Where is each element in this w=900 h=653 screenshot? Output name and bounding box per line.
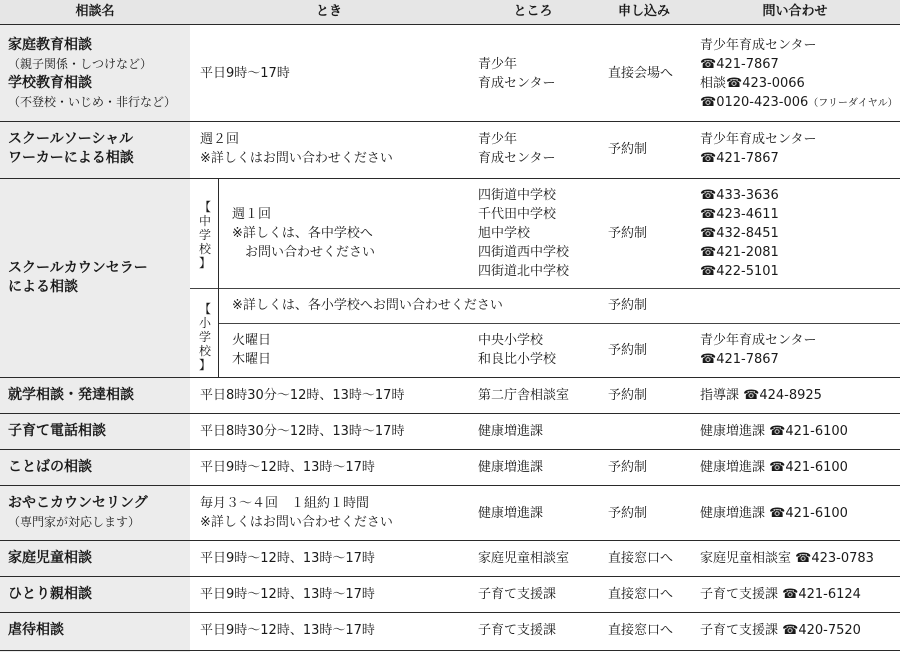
apply-cell: 予約制 [608,388,648,403]
apply-cell: 予約制 [608,298,648,313]
divider [0,449,900,450]
apply-cell: 予約制 [608,343,648,358]
divider [0,178,900,179]
contact-cell: 健康増進課 ☎421-6100 [700,424,848,439]
divider [0,612,900,613]
where-cell: 第二庁舎相談室 [478,388,570,403]
row-name-phone-consult: 子育て電話相談 [8,423,106,439]
divider [0,24,900,25]
when-cell: 平日8時30分～12時、13時～17時 [200,424,405,439]
where-cell: 子育て支援課 [478,587,557,602]
apply-cell: 予約制 [608,226,648,241]
when-cell: 平日9時～12時、13時～17時 [200,460,375,475]
header-contact: 問い合わせ [690,0,900,24]
junior-high-label: 【 中 学 校 】 [198,200,211,270]
row-name-abuse: 虐待相談 [8,622,64,638]
when-cell: 週２回 ※詳しくはお問い合わせください [200,132,393,166]
when-cell: 平日8時30分～12時、13時～17時 [200,388,405,403]
divider [218,323,900,324]
header-when: とき [190,0,468,24]
divider [0,121,900,122]
divider [0,576,900,577]
row-name-parent-child-counseling: おやこカウンセリング （専門家が対応します） [8,495,148,529]
contact-cell: 青少年育成センター ☎421-7867 相談☎423-0066 ☎0120-423-006（フリーダイヤル） [700,38,898,110]
divider [0,413,900,414]
where-cell: 四街道中学校 千代田中学校 旭中学校 四街道西中学校 四街道北中学校 [478,188,570,279]
contact-cell: 家庭児童相談室 ☎423-0783 [700,551,874,566]
apply-cell: 直接窓口へ [608,623,674,638]
contact-cell: 青少年育成センター ☎421-7867 [700,132,817,166]
row-name-school-counselor: スクールカウンセラー による相談 [8,260,148,295]
divider [0,377,900,378]
where-cell: 子育て支援課 [478,623,557,638]
divider [190,288,900,289]
apply-cell: 直接窓口へ [608,551,674,566]
divider [0,540,900,541]
contact-cell: 健康増進課 ☎421-6100 [700,460,848,475]
contact-cell: ☎433-3636 ☎423-4611 ☎432-8451 ☎421-2081 ☎422-5101 [700,188,779,279]
when-cell: 毎月３～４回 １組約１時間 ※詳しくはお問い合わせください [200,496,393,530]
where-cell: 健康増進課 [478,424,544,439]
contact-cell: 健康増進課 ☎421-6100 [700,506,848,521]
where-cell: 健康増進課 [478,460,544,475]
when-cell: 火曜日 木曜日 [232,333,272,367]
apply-cell: 予約制 [608,142,648,157]
row-name-family-child: 家庭児童相談 [8,550,92,566]
contact-cell: 子育て支援課 ☎420-7520 [700,623,861,638]
contact-cell: 指導課 ☎424-8925 [700,388,822,403]
header-where: ところ [468,0,598,24]
header-apply: 申し込み [598,0,690,24]
row-name-single-parent: ひとり親相談 [8,586,92,602]
when-cell: 平日9時～12時、13時～17時 [200,623,375,638]
elementary-note: ※詳しくは、各小学校へお問い合わせください [232,298,503,313]
when-cell: 平日9時～12時、13時～17時 [200,587,375,602]
when-cell: 平日9時～12時、13時～17時 [200,551,375,566]
contact-cell: 子育て支援課 ☎421-6124 [700,587,861,602]
header-name: 相談名 [0,0,190,24]
row-name-speech: ことばの相談 [8,459,92,475]
row-name-enrollment: 就学相談・発達相談 [8,387,134,403]
where-cell: 青少年 育成センター [478,57,556,91]
where-cell: 青少年 育成センター [478,132,556,166]
apply-cell: 直接会場へ [608,66,674,81]
where-cell: 健康増進課 [478,506,544,521]
when-cell: 週１回 ※詳しくは、各中学校へ お問い合わせください [232,207,376,260]
divider [0,485,900,486]
apply-cell: 直接窓口へ [608,587,674,602]
row-name-family-education: 家庭教育相談 （親子関係・しつけなど） 学校教育相談 （不登校・いじめ・非行など） [8,37,177,109]
row-name-school-social-worker: スクールソーシャル ワーカーによる相談 [8,131,134,166]
elementary-label: 【 小 学 校 】 [198,302,211,372]
where-cell: 家庭児童相談室 [478,551,570,566]
contact-cell: 青少年育成センター ☎421-7867 [700,333,817,367]
apply-cell: 予約制 [608,460,648,475]
divider [0,650,900,651]
apply-cell: 予約制 [608,506,648,521]
when-cell: 平日9時～17時 [200,66,290,81]
divider [218,179,219,377]
where-cell: 中央小学校 和良比小学校 [478,333,557,367]
